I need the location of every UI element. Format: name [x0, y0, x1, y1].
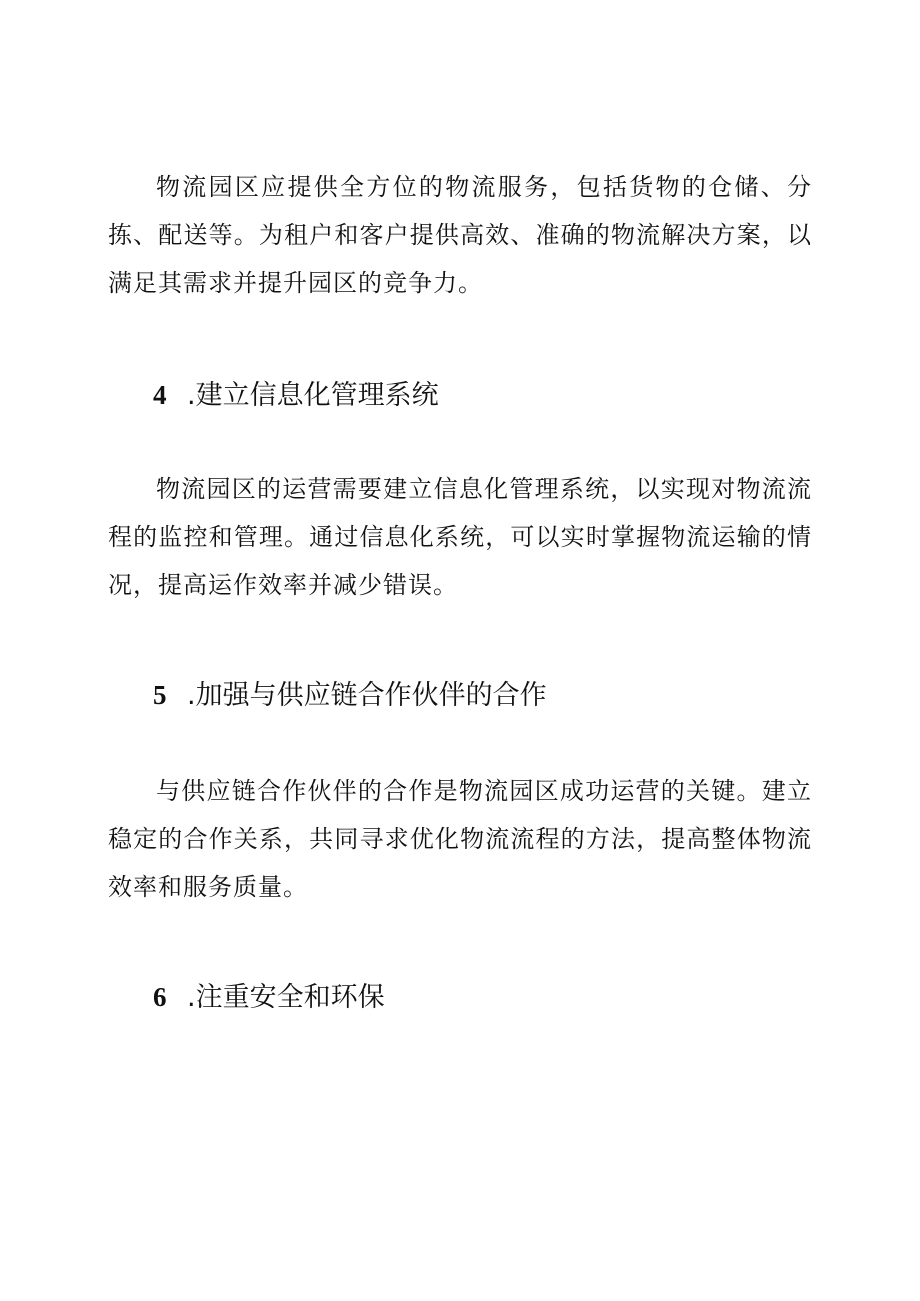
section-heading-5 [153, 678, 547, 713]
section-title: .注重安全和环保 [187, 982, 385, 1013]
section-number: 5 [153, 680, 167, 710]
paragraph-information-system: 物流园区的运营需要建立信息化管理系统，以实现对物流流程的监控和管理。通过信息化系统，可以实时掌握物流运输的情况，提高运作效率并减少错误。 [108, 475, 812, 599]
section-heading-4 [153, 378, 439, 413]
section-heading-6 [153, 980, 385, 1015]
section-number: 4 [153, 380, 167, 410]
section-number: 6 [153, 982, 167, 1012]
section-title: .加强与供应链合作伙伴的合作 [187, 680, 547, 711]
paragraph-logistics-services: 物流园区应提供全方位的物流服务，包括货物的仓储、分拣、配送等。为租户和客户提供高效、准确的物流解决方案，以满足其需求并提升园区的竞争力。 [108, 173, 812, 297]
section-title: .建立信息化管理系统 [187, 380, 439, 411]
paragraph-supply-chain-partners: 与供应链合作伙伴的合作是物流园区成功运营的关键。建立稳定的合作关系，共同寻求优化物流流程的方法，提高整体物流效率和服务质量。 [108, 777, 812, 901]
